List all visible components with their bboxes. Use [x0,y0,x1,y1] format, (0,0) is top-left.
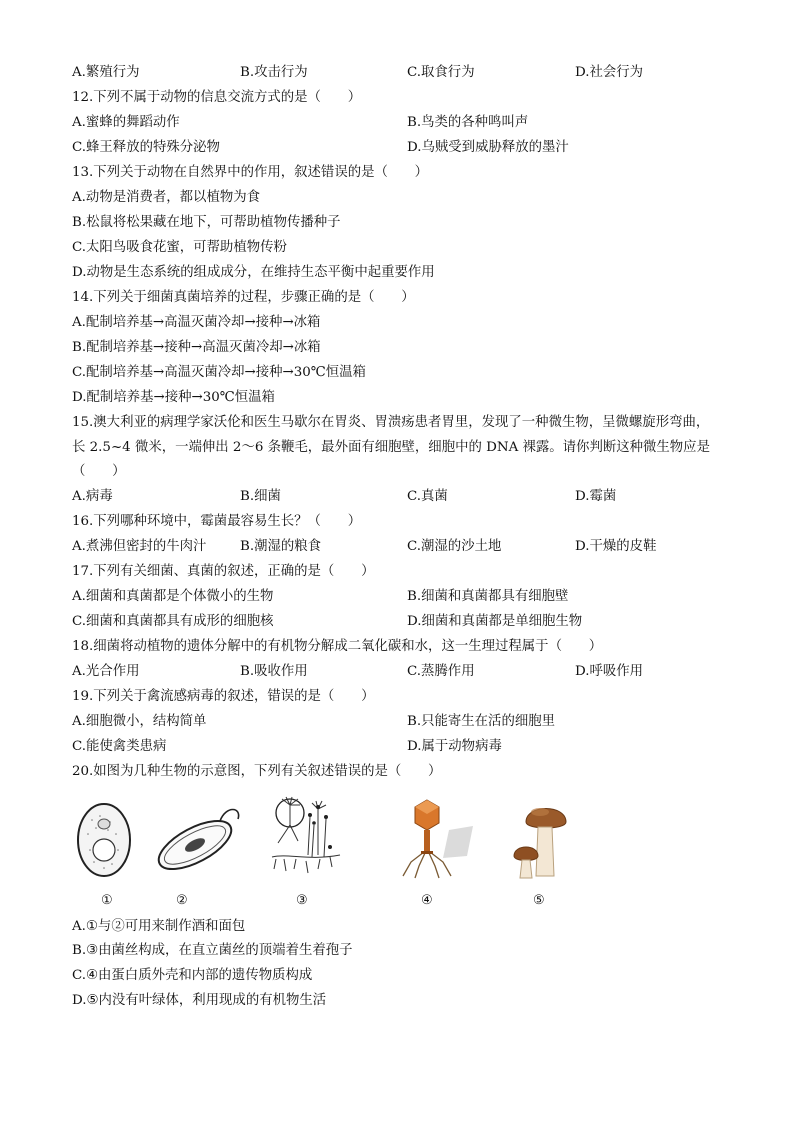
q17-option-a: A.细菌和真菌都是个体微小的生物 [72,589,274,604]
q14-option-b: B.配制培养基→接种→高温灭菌冷却→冰箱 [72,340,321,355]
q18-option-c: C.蒸腾作用 [407,664,475,679]
q16-stem: 16.下列哪种环境中，霉菌最容易生长？（ ） [72,514,362,529]
q17-option-d: D.细菌和真菌都是单细胞生物 [407,614,583,629]
q15-stem-line-2: 长 2.5~4 微米，一端伸出 2～6 条鞭毛，最外面有细胞壁，细胞中的 DNA 裸露。请你判断这种微生物应是 [72,440,710,455]
bacteriophage-illustration [397,796,477,881]
q19-option-d: D.属于动物病毒 [407,739,502,754]
q13-stem: 13.下列关于动物在自然界中的作用，叙述错误的是（ ） [72,165,429,180]
q13-option-a: A.动物是消费者，都以植物为食 [72,190,261,205]
mushroom-illustration [510,800,580,880]
q12-option-c: C.蜂王释放的特殊分泌物 [72,140,220,155]
q14-option-c: C.配制培养基→高温灭菌冷却→接种→30℃恒温箱 [72,365,366,380]
q20-option-c: C.④由蛋白质外壳和内部的遗传物质构成 [72,968,313,983]
q20-option-a: A.①与②可用来制作酒和面包 [72,919,246,934]
q16-option-b: B.潮湿的粮食 [240,539,322,554]
q13-option-d: D.动物是生态系统的组成成分，在维持生态平衡中起重要作用 [72,265,435,280]
q19-option-a: A.细胞微小，结构简单 [72,714,207,729]
q12-option-d: D.乌贼受到威胁释放的墨汁 [407,140,569,155]
q15-option-d: D.霉菌 [575,489,617,504]
yeast-cell-illustration [74,800,134,880]
q18-stem: 18.细菌将动植物的遗体分解中的有机物分解成二氧化碳和水，这一生理过程属于（ ） [72,639,603,654]
q19-stem: 19.下列关于禽流感病毒的叙述，错误的是（ ） [72,689,375,704]
q14-option-a: A.配制培养基→高温灭菌冷却→接种→冰箱 [72,315,321,330]
q16-option-d: D.干燥的皮鞋 [575,539,657,554]
figure-label-5: ⑤ [533,893,545,908]
q15-option-b: B.细菌 [240,489,281,504]
q14-option-d: D.配制培养基→接种→30℃恒温箱 [72,390,275,405]
q12-stem: 12.下列不属于动物的信息交流方式的是（ ） [72,90,362,105]
q20-stem: 20.如图为几种生物的示意图，下列有关叙述错误的是（ ） [72,764,442,779]
q19-option-b: B.只能寄生在活的细胞里 [407,714,556,729]
figure-label-1: ① [101,893,113,908]
q18-option-a: A.光合作用 [72,664,140,679]
q12-option-a: A.蜜蜂的舞蹈动作 [72,115,180,130]
q15-option-c: C.真菌 [407,489,448,504]
q11-option-a: A.繁殖行为 [72,65,140,80]
figure-label-2: ② [176,893,188,908]
q11-option-b: B.攻击行为 [240,65,308,80]
q18-option-d: D.呼吸作用 [575,664,644,679]
q18-option-b: B.吸收作用 [240,664,308,679]
mold-illustration [268,795,343,880]
figure-label-3: ③ [296,893,308,908]
q19-option-c: C.能使禽类患病 [72,739,167,754]
q13-option-c: C.太阳鸟吸食花蜜，可帮助植物传粉 [72,240,287,255]
q16-option-a: A.煮沸但密封的牛肉汁 [72,539,207,554]
q16-option-c: C.潮湿的沙土地 [407,539,502,554]
q11-option-d: D.社会行为 [575,65,644,80]
q20-option-d: D.⑤内没有叶绿体，利用现成的有机物生活 [72,993,327,1008]
q15-option-a: A.病毒 [72,489,113,504]
q13-option-b: B.松鼠将松果藏在地下，可帮助植物传播种子 [72,215,341,230]
q15-stem-line-1: 15.澳大利亚的病理学家沃伦和医生马歇尔在胃炎、胃溃疡患者胃里，发现了一种微生物，呈微螺旋形弯曲， [72,415,710,430]
q17-option-c: C.细菌和真菌都具有成形的细胞核 [72,614,274,629]
q17-option-b: B.细菌和真菌都具有细胞壁 [407,589,569,604]
q12-option-b: B.鸟类的各种鸣叫声 [407,115,529,130]
figure-label-4: ④ [421,893,433,908]
bacterium-illustration [150,803,245,878]
q17-stem: 17.下列有关细菌、真菌的叙述，正确的是（ ） [72,564,375,579]
q14-stem: 14.下列关于细菌真菌培养的过程，步骤正确的是（ ） [72,290,415,305]
q11-option-c: C.取食行为 [407,65,475,80]
q15-stem-line-3: （ ） [72,464,126,479]
q20-option-b: B.③由菌丝构成，在直立菌丝的顶端着生着孢子 [72,943,353,958]
